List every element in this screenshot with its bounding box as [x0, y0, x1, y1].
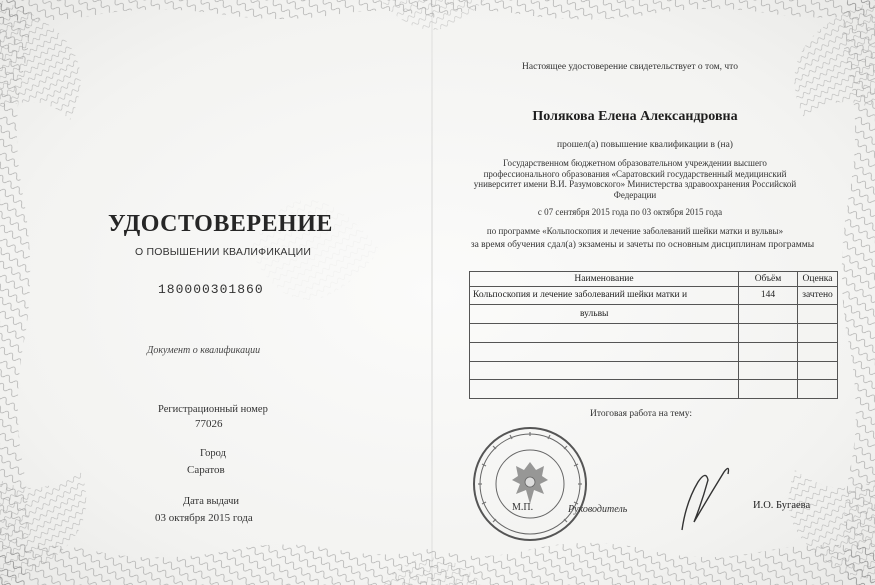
table-row	[470, 305, 838, 324]
row-name-line1: Кольпоскопия и лечение заболеваний шейки матки и	[470, 286, 739, 305]
table-row	[470, 286, 838, 305]
certificate-title: УДОСТОВЕРЕНИЕ	[108, 211, 333, 237]
document-type-label: Документ о квалификации	[147, 345, 261, 356]
registration-number-value: 77026	[195, 418, 223, 430]
holder-name: Полякова Елена Александровна	[532, 109, 738, 124]
empty-cell	[798, 305, 838, 324]
header-volume: Объём	[739, 272, 798, 287]
final-work-label: Итоговая работа на тему:	[590, 409, 692, 419]
table-row	[470, 342, 838, 361]
row-name-line2-text: вульвы	[580, 309, 609, 320]
city-label: Город	[200, 448, 226, 459]
intro-text: Настоящее удостоверение свидетельствует о том, что	[522, 62, 738, 72]
table-row	[470, 361, 838, 380]
row-grade: зачтено	[798, 286, 838, 305]
center-fold	[431, 0, 433, 585]
issue-date-value: 03 октября 2015 года	[155, 512, 253, 524]
table-row	[470, 324, 838, 343]
passed-text: прошел(а) повышение квалификации в (на)	[557, 140, 733, 150]
institution-text: Государственном бюджетном образовательном учреждении высшего профессионального образования «Саратовский государственный медицинский университет имени В.И. Разумовского» Министерства здравоохранения Российской Федерации	[473, 158, 797, 200]
empty-cell	[739, 305, 798, 324]
table-row	[470, 380, 838, 399]
registration-number-label: Регистрационный номер	[158, 404, 268, 415]
issue-date-label: Дата выдачи	[183, 496, 240, 507]
header-grade: Оценка	[798, 272, 838, 287]
row-volume: 144	[739, 286, 798, 305]
city-value: Саратов	[187, 464, 225, 476]
stamp-place-label: М.П.	[512, 502, 534, 513]
certificate-subtitle: О ПОВЫШЕНИИ КВАЛИФИКАЦИИ	[135, 246, 312, 258]
training-period: с 07 сентября 2015 года по 03 октября 2015 года	[537, 207, 723, 217]
certificate-number: 180000301860	[158, 282, 264, 297]
exams-text: за время обучения сдал(а) экзамены и зачеты по основным дисциплинам программы	[470, 240, 815, 250]
row-name-line2	[470, 305, 739, 324]
grades-table	[469, 271, 838, 399]
program-text: по программе «Кольпоскопия и лечение заболеваний шейки матки и вульвы»	[486, 226, 784, 236]
table-header-row	[470, 272, 838, 287]
header-name: Наименование	[470, 272, 739, 287]
head-label: Руководитель	[568, 504, 628, 515]
official-seal	[470, 424, 590, 544]
signer-name: И.О. Бугаева	[753, 500, 811, 511]
signature-mark	[668, 452, 748, 532]
